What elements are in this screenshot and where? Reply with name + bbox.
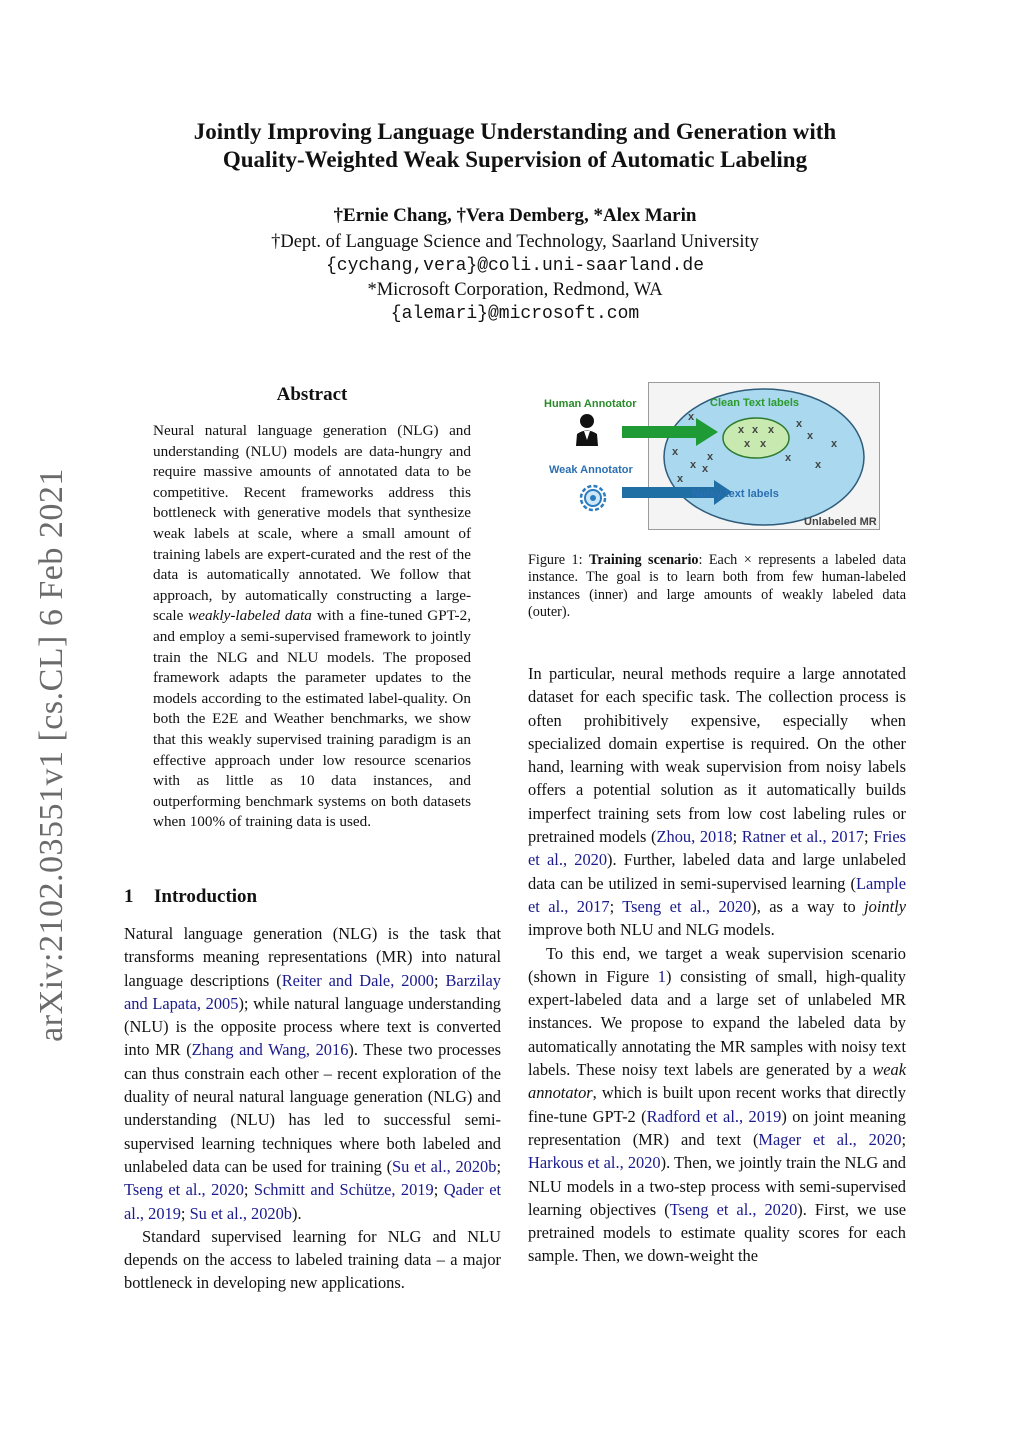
unlabeled-mr-label: Unlabeled MR: [804, 516, 877, 528]
data-point-mark: x: [785, 452, 792, 464]
citation-link[interactable]: Reiter and Dale, 2000: [281, 970, 434, 990]
data-point-mark: x: [768, 424, 775, 436]
citation-link[interactable]: Su et al., 2020b: [189, 1203, 292, 1223]
author-list: †Ernie Chang, †Vera Demberg, *Alex Marin: [333, 205, 697, 226]
affiliation-2: *Microsoft Corporation, Redmond, WA: [367, 280, 663, 300]
data-point-mark: x: [690, 459, 697, 471]
data-point-mark: x: [752, 424, 759, 436]
right-paragraph-1: In particular, neural methods require a large annotated dataset for each specific task. The collection process is often prohibitively expensive, especially when specialized domain expertise is required. On the other hand, learning with weak supervision from noisy labels offers a potential solution as it automatically builds imperfect training sets from low cost labeling rules or pretrained models (Zhou, 2018; Ratner et al., 2017; Fries et al., 2020). Further, labeled data and large unlabeled data can be utilized in semi-supervised learning (Lample et al., 2017; Tseng et al., 2020), as a way to jointly improve both NLU and NLG models.: [528, 664, 907, 940]
caption-bold: Training scenario: [589, 552, 699, 568]
citation-link[interactable]: Harkous et al., 2020: [528, 1153, 661, 1173]
figure-caption: Figure 1: Training scenario: Each × represents a labeled data instance. The goal is to learn both from few human-labeled instances (inner) and large amounts of weakly labeled data (outer).: [528, 552, 906, 621]
figure-training-scenario: [536, 382, 886, 532]
data-point-mark: x: [796, 418, 803, 430]
section-number: 1: [124, 886, 134, 907]
clean-text-labels: Clean Text labels: [710, 397, 800, 409]
data-point-mark: x: [744, 438, 751, 450]
abstract-emphasis: weakly-labeled data: [188, 607, 312, 625]
data-point-mark: x: [807, 430, 814, 442]
gear-icon: [581, 486, 605, 510]
citation-link[interactable]: Schmitt and Schütze, 2019: [253, 1180, 434, 1200]
intro-paragraph-1: Natural language generation (NLG) is the task that transforms meaning representations (MR) into natural language descriptions (Reiter and Dale, 2000; Barzilay and Lapata, 2005); while natural language understanding (NLU) is the opposite process where text is converted into MR (Zhang and Wang, 2016). These two processes can thus constrain each other – recent exploration of the duality of neural natural language generation (NLG) and understanding (NLU) has led to successful semi-supervised learning techniques where both labeled and unlabeled data can be used for training (Su et al., 2020b; Tseng et al., 2020; Schmitt and Schütze, 2019; Qader et al., 2019; Su et al., 2020b).: [124, 924, 502, 1223]
data-point-mark: x: [831, 438, 838, 450]
citation-link[interactable]: Su et al., 2020b: [392, 1156, 497, 1176]
paper-title: [100, 118, 930, 174]
citation-link[interactable]: Mager et al., 2020: [758, 1129, 902, 1149]
data-point-mark: x: [702, 463, 709, 475]
citation-link[interactable]: Tseng et al., 2020: [124, 1180, 244, 1200]
human-annotator-label: Human Annotator: [544, 398, 637, 410]
right-paragraph-2: To this end, we target a weak supervision scenario (shown in Figure 1) consisting of small, high-quality expert-labeled data and a large set of unlabeled MR instances. We propose to expand the labeled data by automatically annotating the MR samples with noisy text labels. These noisy text labels are generated by a weak annotator, which is built upon recent works that directly fine-tune GPT-2 (Radford et al., 2019) on joint meaning representation (MR) and text (Mager et al., 2020; Harkous et al., 2020). Then, we jointly train the NLG and NLU models in a two-step process with semi-supervised learning objectives (Tseng et al., 2020). First, we use pretrained models to estimate quality scores for each sample. Then, we down-weight the: [528, 943, 906, 1266]
citation-link[interactable]: Fries et al., 2020: [528, 827, 906, 870]
right-column-text: [528, 662, 906, 1268]
data-point-mark: x: [707, 451, 714, 463]
weak-annotator-label: Weak Annotator: [549, 464, 633, 476]
citation-link[interactable]: Ratner et al., 2017: [741, 827, 865, 847]
noisy-text-labels: Noisy text labels: [692, 488, 779, 500]
section-title: Introduction: [154, 886, 258, 907]
citation-link[interactable]: Zhang and Wang, 2016: [191, 1040, 349, 1060]
email-1: {cychang,vera}@coli.uni-saarland.de: [325, 256, 705, 276]
citation-link[interactable]: Tseng et al., 2020: [622, 896, 752, 916]
citation-link[interactable]: Zhou, 2018: [656, 827, 733, 847]
abstract-body: Neural natural language generation (NLG) and understanding (NLU) models are data-hungry and require massive amounts of annotated data to be competitive. Recent frameworks address this bottleneck with generative models that synthesize weak labels at scale, where a small amount of training labels are expert-curated and the rest of the data is automatically annotated. We follow that approach, by automatically constructing a large-scale weakly-labeled data with a fine-tuned GPT-2, and employ a semi-supervised framework to jointly train the NLG and NLU models. The proposed framework adapts the parameter updates to the models according to the estimated label-quality. On both the E2E and Weather benchmarks, we show that this weakly supervised training paradigm is an effective approach under low resource scenarios with as little as 10 data instances, and outperforming benchmark systems on both datasets when 100% of training data is used.: [153, 422, 471, 831]
email-2: {alemari}@microsoft.com: [390, 304, 640, 324]
section-heading-introduction: [124, 886, 257, 908]
figure-ref-link[interactable]: 1: [657, 966, 666, 986]
affiliation-1: †Dept. of Language Science and Technology, Saarland University: [271, 232, 759, 252]
title-line-1: Jointly Improving Language Understanding and Generation with: [193, 119, 837, 144]
person-icon: [576, 414, 598, 446]
citation-link[interactable]: Radford et al., 2019: [646, 1106, 782, 1126]
data-point-mark: x: [677, 473, 684, 485]
data-point-mark: x: [688, 411, 695, 423]
citation-link[interactable]: Barzilay and Lapata, 2005: [124, 970, 502, 1013]
data-point-mark: x: [815, 459, 822, 471]
intro-paragraph-2: Standard supervised learning for NLG and NLU depends on the access to labeled training data – a major bottleneck in developing new applications.: [124, 1226, 501, 1293]
title-line-2: Quality-Weighted Weak Supervision of Automatic Labeling: [222, 147, 808, 172]
abstract-heading: Abstract: [276, 384, 348, 405]
data-point-mark: x: [738, 424, 745, 436]
citation-link[interactable]: Tseng et al., 2020: [669, 1199, 798, 1219]
left-column-text: [124, 922, 501, 1295]
data-point-mark: x: [672, 446, 679, 458]
citation-link[interactable]: Qader et al., 2019: [124, 1180, 502, 1223]
data-point-mark: x: [760, 438, 767, 450]
arxiv-side-label: arXiv:2102.03551v1 [cs.CL] 6 Feb 2021: [33, 468, 70, 1042]
citation-link[interactable]: Lample et al., 2017: [528, 873, 906, 916]
